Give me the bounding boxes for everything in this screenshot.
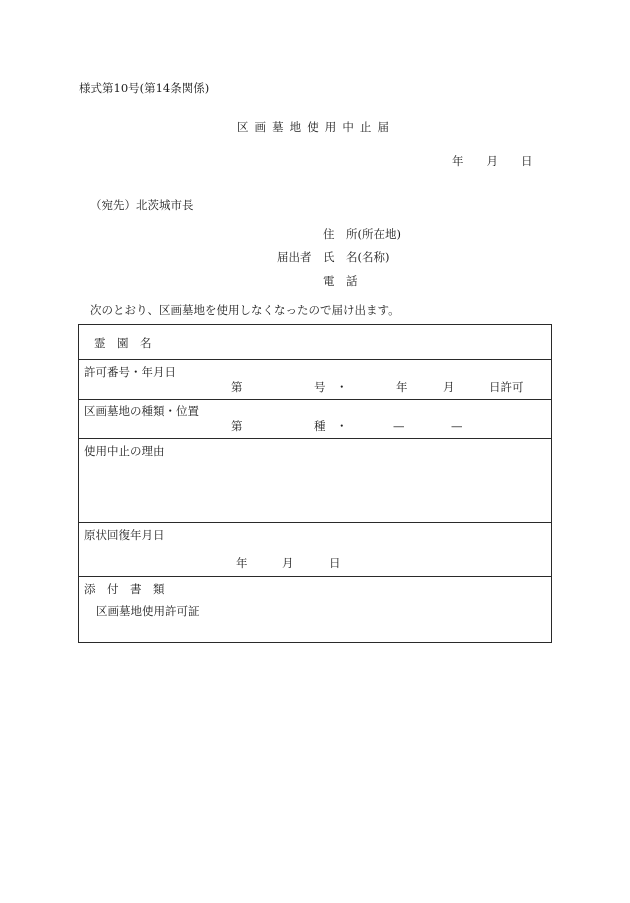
- permit-day-suffix: 日許可: [489, 380, 524, 394]
- attachment-item: 区画墓地使用許可証: [96, 604, 200, 618]
- plot-type-suffix: 種: [314, 419, 326, 433]
- applicant-address-label: 住 所(所在地): [323, 227, 401, 241]
- row-attachments: [79, 577, 551, 642]
- restoration-month: 月: [282, 556, 294, 570]
- permit-label: 許可番号・年月日: [84, 365, 176, 379]
- permit-year: 年: [396, 380, 408, 394]
- submission-date: 年 月 日: [452, 154, 533, 168]
- applicant-group-label: 届出者: [277, 250, 312, 264]
- row-reason: [79, 439, 551, 523]
- applicant-name-label: 氏 名(名称): [323, 250, 390, 264]
- attachments-label: 添 付 書 類: [84, 582, 165, 596]
- permit-month: 月: [443, 380, 455, 394]
- plot-type-prefix: 第: [231, 419, 243, 433]
- restoration-day: 日: [329, 556, 341, 570]
- form-number: 様式第10号(第14条関係): [79, 81, 210, 95]
- form-table: [78, 324, 552, 643]
- form-title: 区 画 墓 地 使 用 中 止 届: [237, 120, 389, 134]
- applicant-phone-label: 電 話: [323, 274, 358, 288]
- row-permit: [79, 360, 551, 400]
- permit-separator: ・: [336, 380, 348, 394]
- permit-no-prefix: 第: [231, 380, 243, 394]
- row-cemetery-name: [79, 325, 551, 360]
- cemetery-name-label: 霊 園 名: [94, 336, 152, 350]
- reason-label: 使用中止の理由: [84, 444, 165, 458]
- plot-dash-1: —: [393, 419, 405, 433]
- row-restoration-date: [79, 523, 551, 577]
- restoration-date-label: 原状回復年月日: [84, 528, 165, 542]
- plot-dash-2: —: [451, 419, 463, 433]
- statement: 次のとおり、区画墓地を使用しなくなったので届け出ます。: [90, 303, 400, 317]
- addressee: （宛先）北茨城市長: [90, 198, 194, 212]
- plot-label: 区画墓地の種類・位置: [84, 404, 199, 418]
- row-plot: [79, 400, 551, 439]
- plot-separator: ・: [336, 419, 348, 433]
- restoration-year: 年: [236, 556, 248, 570]
- permit-no-suffix: 号: [314, 380, 326, 394]
